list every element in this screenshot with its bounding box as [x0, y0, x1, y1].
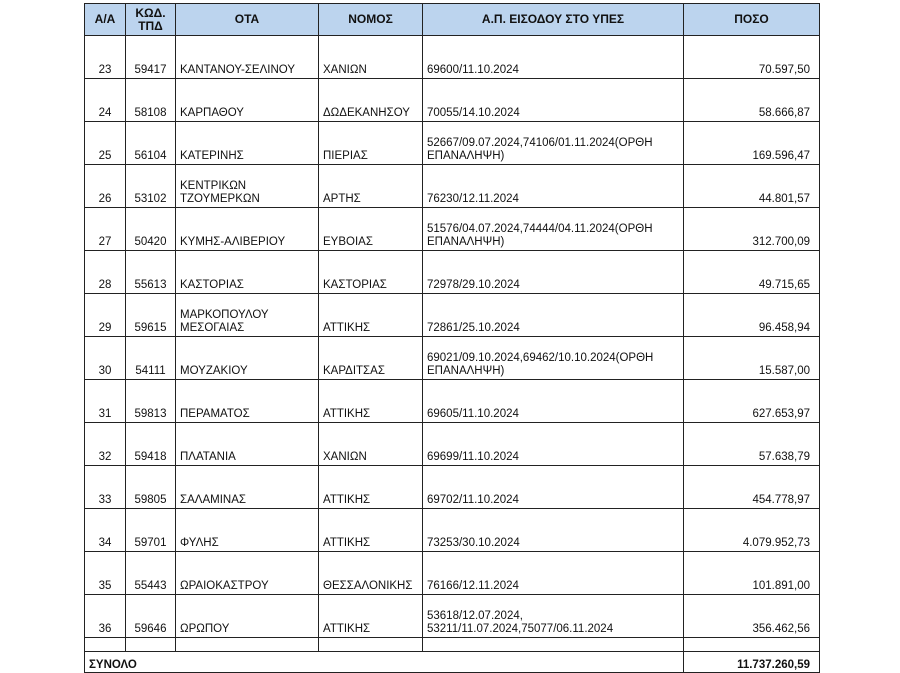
row-code: 59646 — [126, 608, 176, 638]
row-code: 50420 — [126, 221, 176, 251]
row-aa: 28 — [85, 264, 126, 294]
header-ap: Α.Π. ΕΙΣΟΔΟΥ ΣΤΟ ΥΠΕΣ — [423, 4, 684, 36]
table-body — [85, 36, 820, 638]
row-aa: 23 — [85, 49, 126, 79]
row-poso: 312.700,09 — [684, 221, 820, 251]
row-aa: 29 — [85, 307, 126, 337]
header-aa: Α/Α — [85, 4, 126, 36]
spacer-row — [85, 595, 820, 609]
row-aa: 34 — [85, 522, 126, 552]
row-ap: 72861/25.10.2024 — [423, 307, 684, 337]
spacer-row — [85, 294, 820, 308]
row-ap: 76166/12.11.2024 — [423, 565, 684, 595]
header-poso: ΠΟΣΟ — [684, 4, 820, 36]
table-row — [85, 307, 820, 337]
row-ota: ΣΑΛΑΜΙΝΑΣ — [176, 479, 319, 509]
row-poso: 70.597,50 — [684, 49, 820, 79]
spacer-row — [85, 165, 820, 179]
row-poso: 356.462,56 — [684, 608, 820, 638]
row-ap: 69605/11.10.2024 — [423, 393, 684, 423]
row-ap: 53618/12.07.2024, 53211/11.07.2024,75077/06.11.2024 — [423, 608, 684, 638]
row-ota: ΚΑΡΠΑΘΟΥ — [176, 92, 319, 122]
row-ap: 52667/09.07.2024,74106/01.11.2024(ΟΡΘΗ ΕΠΑΝΑΛΗΨΗ) — [423, 135, 684, 165]
row-ota: ΜΟΥΖΑΚΙΟΥ — [176, 350, 319, 380]
spacer-row — [85, 208, 820, 222]
row-nomos: ΔΩΔΕΚΑΝΗΣΟΥ — [319, 92, 423, 122]
total-label: ΣΥΝΟΛΟ — [85, 652, 684, 673]
row-ota: ΩΡΩΠΟΥ — [176, 608, 319, 638]
row-code: 53102 — [126, 178, 176, 208]
row-ap: 69021/09.10.2024,69462/10.10.2024(ΟΡΘΗ ΕΠΑΝΑΛΗΨΗ) — [423, 350, 684, 380]
table-row — [85, 350, 820, 380]
spacer-row — [85, 122, 820, 136]
header-nomos: ΝΟΜΟΣ — [319, 4, 423, 36]
row-ap: 70055/14.10.2024 — [423, 92, 684, 122]
row-ota: ΚΥΜΗΣ-ΑΛΙΒΕΡΙΟΥ — [176, 221, 319, 251]
table-row — [85, 393, 820, 423]
spacer-row — [85, 638, 820, 652]
table-row — [85, 479, 820, 509]
row-nomos: ΑΤΤΙΚΗΣ — [319, 608, 423, 638]
row-code: 54111 — [126, 350, 176, 380]
spacer-row — [85, 509, 820, 523]
row-poso: 44.801,57 — [684, 178, 820, 208]
row-aa: 36 — [85, 608, 126, 638]
row-nomos: ΑΤΤΙΚΗΣ — [319, 307, 423, 337]
row-aa: 27 — [85, 221, 126, 251]
row-code: 59805 — [126, 479, 176, 509]
row-code: 59813 — [126, 393, 176, 423]
table-row — [85, 221, 820, 251]
row-code: 59701 — [126, 522, 176, 552]
row-aa: 33 — [85, 479, 126, 509]
total-row — [85, 652, 820, 673]
table-row — [85, 522, 820, 552]
header-ota: ΟΤΑ — [176, 4, 319, 36]
row-poso: 58.666,87 — [684, 92, 820, 122]
row-ap: 69702/11.10.2024 — [423, 479, 684, 509]
allocation-table — [84, 3, 820, 673]
row-poso: 57.638,79 — [684, 436, 820, 466]
spacer-row — [85, 380, 820, 394]
row-code: 59418 — [126, 436, 176, 466]
row-poso: 169.596,47 — [684, 135, 820, 165]
row-code: 55613 — [126, 264, 176, 294]
row-nomos: ΚΑΣΤΟΡΙΑΣ — [319, 264, 423, 294]
table-row — [85, 49, 820, 79]
row-ap: 73253/30.10.2024 — [423, 522, 684, 552]
table-row — [85, 436, 820, 466]
table-row — [85, 92, 820, 122]
row-code: 55443 — [126, 565, 176, 595]
row-nomos: ΑΤΤΙΚΗΣ — [319, 522, 423, 552]
row-nomos: ΧΑΝΙΩΝ — [319, 49, 423, 79]
row-ota: ΚΕΝΤΡΙΚΩΝ ΤΖΟΥΜΕΡΚΩΝ — [176, 178, 319, 208]
row-aa: 26 — [85, 178, 126, 208]
row-aa: 30 — [85, 350, 126, 380]
row-ota: ΚΑΝΤΑΝΟΥ-ΣΕΛΙΝΟΥ — [176, 49, 319, 79]
spacer-row — [85, 337, 820, 351]
row-aa: 25 — [85, 135, 126, 165]
spacer-row — [85, 79, 820, 93]
spacer-row — [85, 466, 820, 480]
spacer-row — [85, 36, 820, 50]
row-ap: 51576/04.07.2024,74444/04.11.2024(ΟΡΘΗ ΕΠΑΝΑΛΗΨΗ) — [423, 221, 684, 251]
row-nomos: ΑΡΤΗΣ — [319, 178, 423, 208]
row-ota: ΚΑΤΕΡΙΝΗΣ — [176, 135, 319, 165]
row-code: 56104 — [126, 135, 176, 165]
table-row — [85, 135, 820, 165]
table-row — [85, 608, 820, 638]
row-aa: 35 — [85, 565, 126, 595]
row-poso: 4.079.952,73 — [684, 522, 820, 552]
row-aa: 31 — [85, 393, 126, 423]
spacer-row — [85, 552, 820, 566]
header-code: ΚΩΔ. ΤΠΔ — [126, 4, 176, 36]
row-ap: 69600/11.10.2024 — [423, 49, 684, 79]
row-ota: ΩΡΑΙΟΚΑΣΤΡΟΥ — [176, 565, 319, 595]
row-nomos: ΧΑΝΙΩΝ — [319, 436, 423, 466]
row-poso: 96.458,94 — [684, 307, 820, 337]
table-row — [85, 565, 820, 595]
row-poso: 627.653,97 — [684, 393, 820, 423]
row-poso: 15.587,00 — [684, 350, 820, 380]
row-aa: 32 — [85, 436, 126, 466]
row-ota: ΜΑΡΚΟΠΟΥΛΟΥ ΜΕΣΟΓΑΙΑΣ — [176, 307, 319, 337]
row-ap: 69699/11.10.2024 — [423, 436, 684, 466]
table-row — [85, 264, 820, 294]
spacer-row — [85, 251, 820, 265]
row-poso: 49.715,65 — [684, 264, 820, 294]
row-ap: 76230/12.11.2024 — [423, 178, 684, 208]
total-value: 11.737.260,59 — [684, 652, 820, 673]
row-nomos: ΚΑΡΔΙΤΣΑΣ — [319, 350, 423, 380]
table-row — [85, 178, 820, 208]
row-ota: ΦΥΛΗΣ — [176, 522, 319, 552]
header-row — [85, 4, 820, 36]
row-nomos: ΑΤΤΙΚΗΣ — [319, 479, 423, 509]
row-ota: ΠΕΡΑΜΑΤΟΣ — [176, 393, 319, 423]
row-nomos: ΕΥΒΟΙΑΣ — [319, 221, 423, 251]
row-nomos: ΠΙΕΡΙΑΣ — [319, 135, 423, 165]
row-nomos: ΑΤΤΙΚΗΣ — [319, 393, 423, 423]
row-code: 59417 — [126, 49, 176, 79]
row-ota: ΠΛΑΤΑΝΙΑ — [176, 436, 319, 466]
row-ap: 72978/29.10.2024 — [423, 264, 684, 294]
row-aa: 24 — [85, 92, 126, 122]
spacer-row — [85, 423, 820, 437]
row-poso: 454.778,97 — [684, 479, 820, 509]
row-code: 59615 — [126, 307, 176, 337]
row-nomos: ΘΕΣΣΑΛΟΝΙΚΗΣ — [319, 565, 423, 595]
row-poso: 101.891,00 — [684, 565, 820, 595]
row-code: 58108 — [126, 92, 176, 122]
row-ota: ΚΑΣΤΟΡΙΑΣ — [176, 264, 319, 294]
